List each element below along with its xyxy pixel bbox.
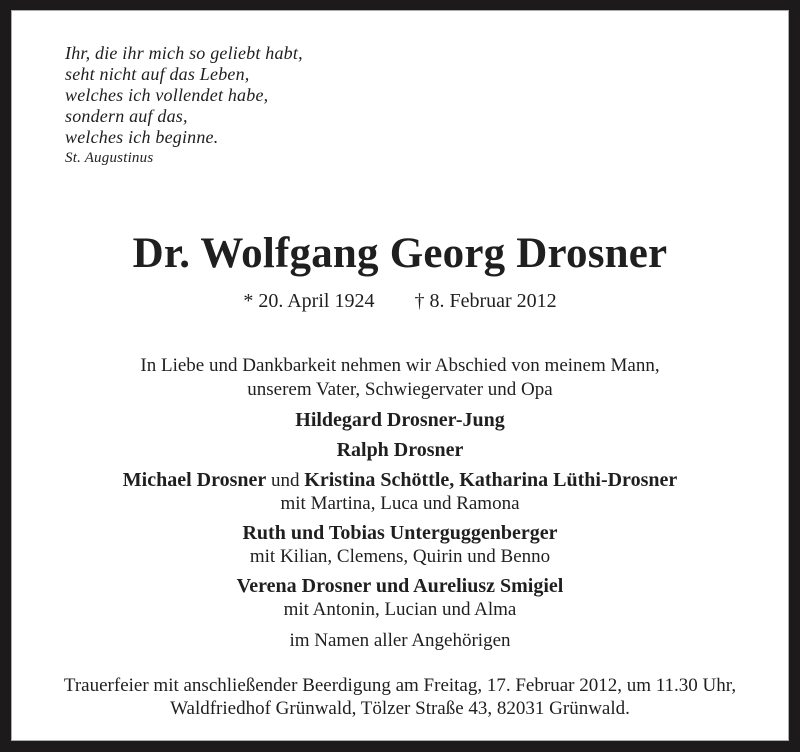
- intro-text: [12, 354, 788, 402]
- mourner-group-2: [12, 439, 788, 462]
- closing-line: im Namen aller Angehörigen: [289, 630, 511, 651]
- mourner-children: mit Kilian, Clemens, Quirin und Benno: [249, 546, 551, 567]
- mourner-group-5: [12, 575, 788, 621]
- birth-date: * 20. April 1924: [243, 290, 375, 312]
- quote-line-1: Ihr, die ihr mich so geliebt habt,: [65, 43, 303, 63]
- quote-attribution: St. Augustinus: [65, 150, 154, 166]
- deceased-name: Dr. Wolfgang Georg Drosner: [132, 230, 668, 277]
- quote-line-4: sondern auf das,: [65, 106, 188, 126]
- mourner-name: Kristina Schöttle, Katharina Lüthi-Drosner: [304, 469, 678, 491]
- mourner-name: Ralph Drosner: [336, 439, 464, 461]
- mourner-name: Michael Drosner: [122, 469, 267, 491]
- mourner-group-4: [12, 522, 788, 568]
- notice-body: [12, 230, 788, 720]
- mourner-group-3: [12, 469, 788, 515]
- intro-line-2: unserem Vater, Schwiegervater und Opa: [247, 379, 553, 400]
- life-dates: [12, 290, 788, 313]
- mourner-name: Ruth und Tobias Unterguggenberger: [242, 522, 558, 544]
- mourner-name: Hildegard Drosner-Jung: [295, 409, 505, 431]
- mourner-name: Verena Drosner und Aureliusz Smigiel: [236, 575, 564, 597]
- quote-line-2: seht nicht auf das Leben,: [65, 64, 250, 84]
- mourner-children: mit Martina, Luca und Ramona: [280, 493, 520, 514]
- mourner-children: mit Antonin, Lucian und Alma: [283, 599, 517, 620]
- funeral-info: [12, 674, 788, 720]
- mourner-group-1: [12, 409, 788, 432]
- opening-quote: [65, 43, 788, 168]
- mourner-name-line: [12, 469, 788, 492]
- obituary-page: [11, 10, 789, 741]
- funeral-line-1: Trauerfeier mit anschließender Beerdigung am Freitag, 17. Februar 2012, um 11.30 Uhr,: [63, 675, 737, 696]
- funeral-line-2: Waldfriedhof Grünwald, Tölzer Straße 43, 82031 Grünwald.: [170, 698, 630, 719]
- conjunction: und: [271, 470, 300, 491]
- quote-line-5: welches ich beginne.: [65, 127, 219, 147]
- intro-line-1: In Liebe und Dankbarkeit nehmen wir Abschied von meinem Mann,: [140, 355, 660, 376]
- quote-line-3: welches ich vollendet habe,: [65, 85, 269, 105]
- death-date: † 8. Februar 2012: [414, 290, 557, 312]
